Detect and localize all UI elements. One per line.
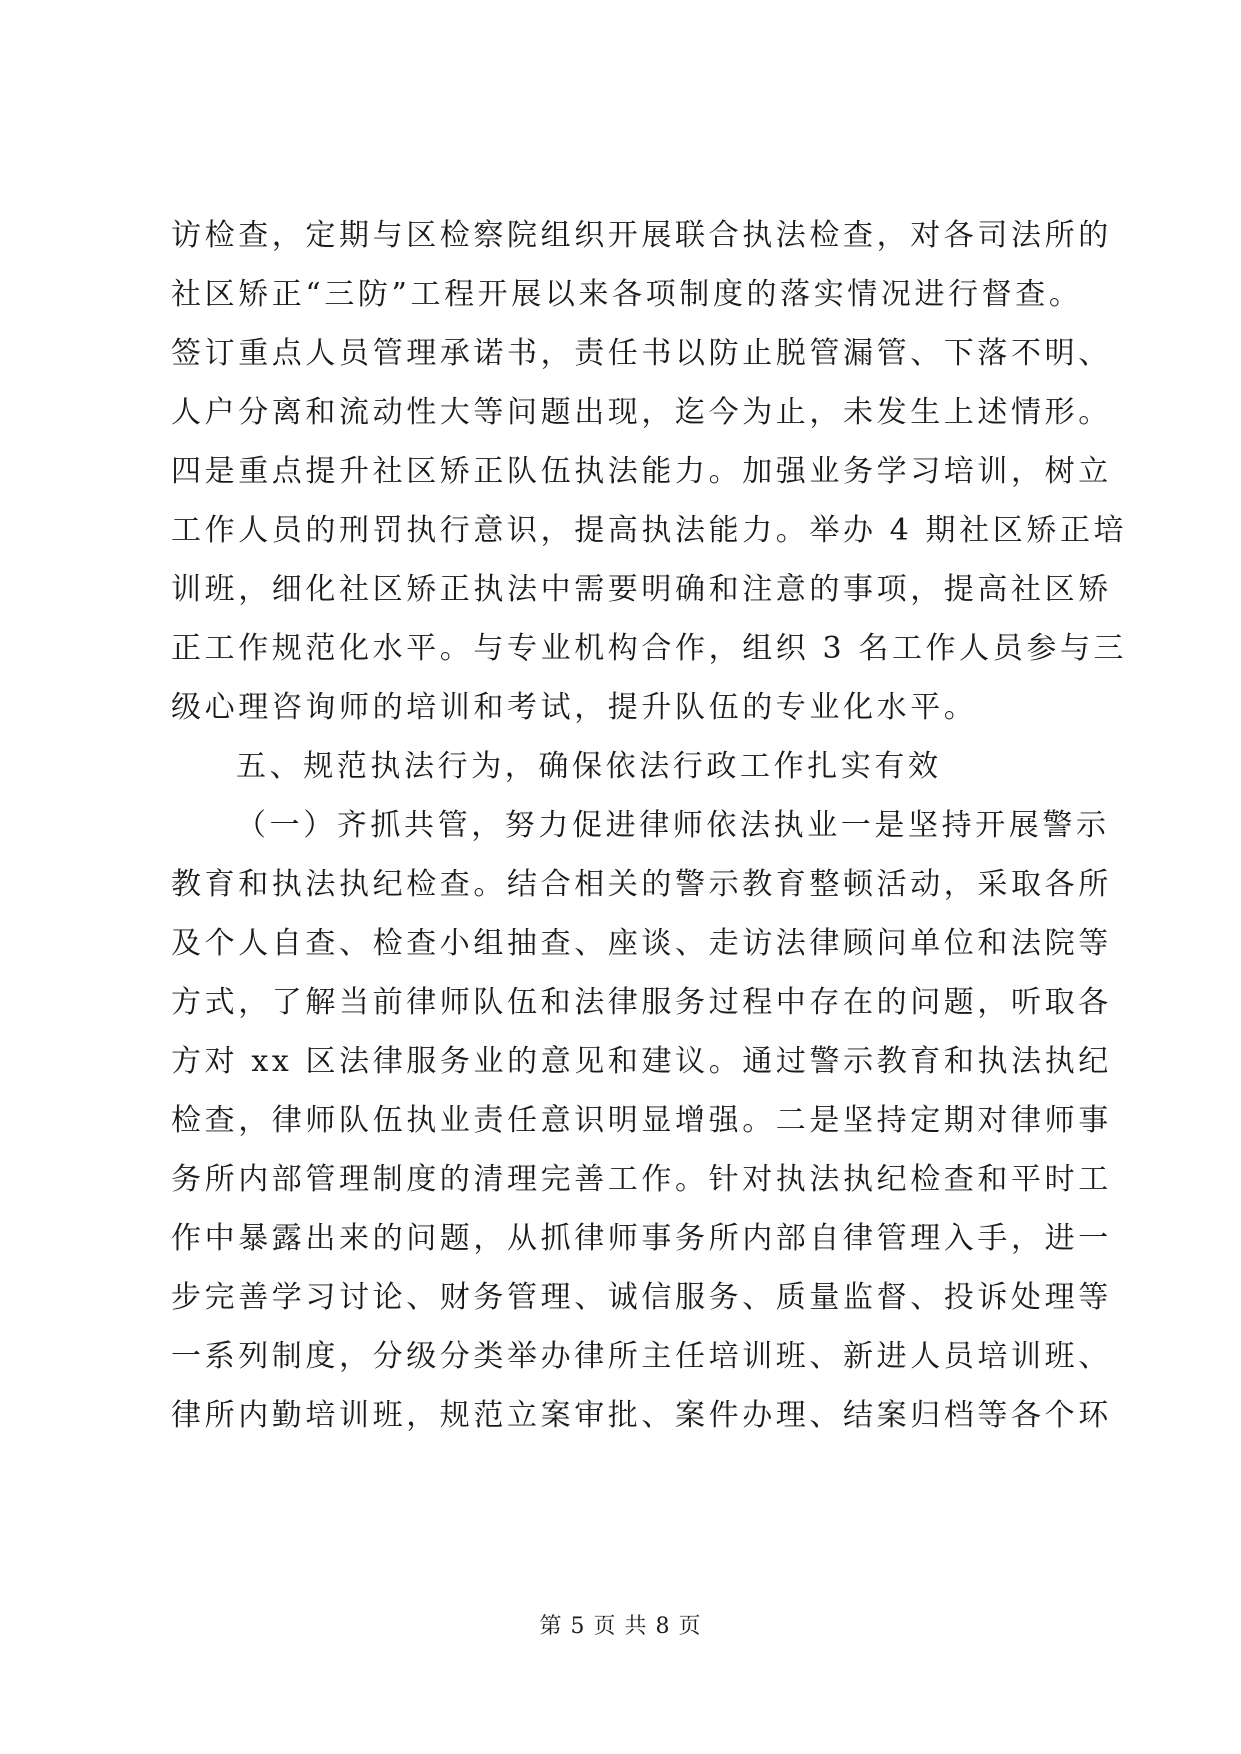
body-line: 教育和执法执纪检查。结合相关的警示教育整顿活动，采取各所: [171, 867, 1112, 902]
body-line: 步完善学习讨论、财务管理、诚信服务、质量监督、投诉处理等: [171, 1280, 1112, 1315]
body-line: 务所内部管理制度的清理完善工作。针对执法执纪检查和平时工: [171, 1162, 1112, 1197]
body-line: 律所内勤培训班，规范立案审批、案件办理、结案归档等各个环: [171, 1398, 1112, 1433]
body-line: 工作人员的刑罚执行意识，提高执法能力。举办 4 期社区矫正培: [171, 513, 1128, 548]
subsection-heading-line: （一）齐抓共管，努力促进律师依法执业一是坚持开展警示: [236, 808, 1110, 843]
body-line: 方式，了解当前律师队伍和法律服务过程中存在的问题，听取各: [171, 985, 1112, 1020]
body-line: 检查，律师队伍执业责任意识明显增强。二是坚持定期对律师事: [171, 1103, 1112, 1138]
body-line: 训班，细化社区矫正执法中需要明确和注意的事项，提高社区矫: [171, 572, 1112, 607]
page-number-footer: 第 5 页 共 8 页: [539, 1614, 702, 1639]
body-line: 及个人自查、检查小组抽查、座谈、走访法律顾问单位和法院等: [171, 926, 1112, 961]
body-line: 社区矫正“三防”工程开展以来各项制度的落实情况进行督查。: [171, 277, 1083, 312]
body-line: 四是重点提升社区矫正队伍执法能力。加强业务学习培训，树立: [171, 454, 1112, 489]
body-line: 签订重点人员管理承诺书，责任书以防止脱管漏管、下落不明、: [171, 336, 1112, 371]
body-line: 正工作规范化水平。与专业机构合作，组织 3 名工作人员参与三: [171, 631, 1128, 666]
section-heading: 五、规范执法行为，确保依法行政工作扎实有效: [236, 749, 942, 784]
body-line: 访检查，定期与区检察院组织开展联合执法检查，对各司法所的: [171, 218, 1112, 253]
body-line: 方对 xx 区法律服务业的意见和建议。通过警示教育和执法执纪: [171, 1044, 1112, 1079]
body-line: 作中暴露出来的问题，从抓律师事务所内部自律管理入手，进一: [171, 1221, 1112, 1256]
body-line: 级心理咨询师的培训和考试，提升队伍的专业化水平。: [171, 690, 978, 725]
body-line: 一系列制度，分级分类举办律所主任培训班、新进人员培训班、: [171, 1339, 1112, 1374]
body-line: 人户分离和流动性大等问题出现，迄今为止，未发生上述情形。: [171, 395, 1112, 430]
